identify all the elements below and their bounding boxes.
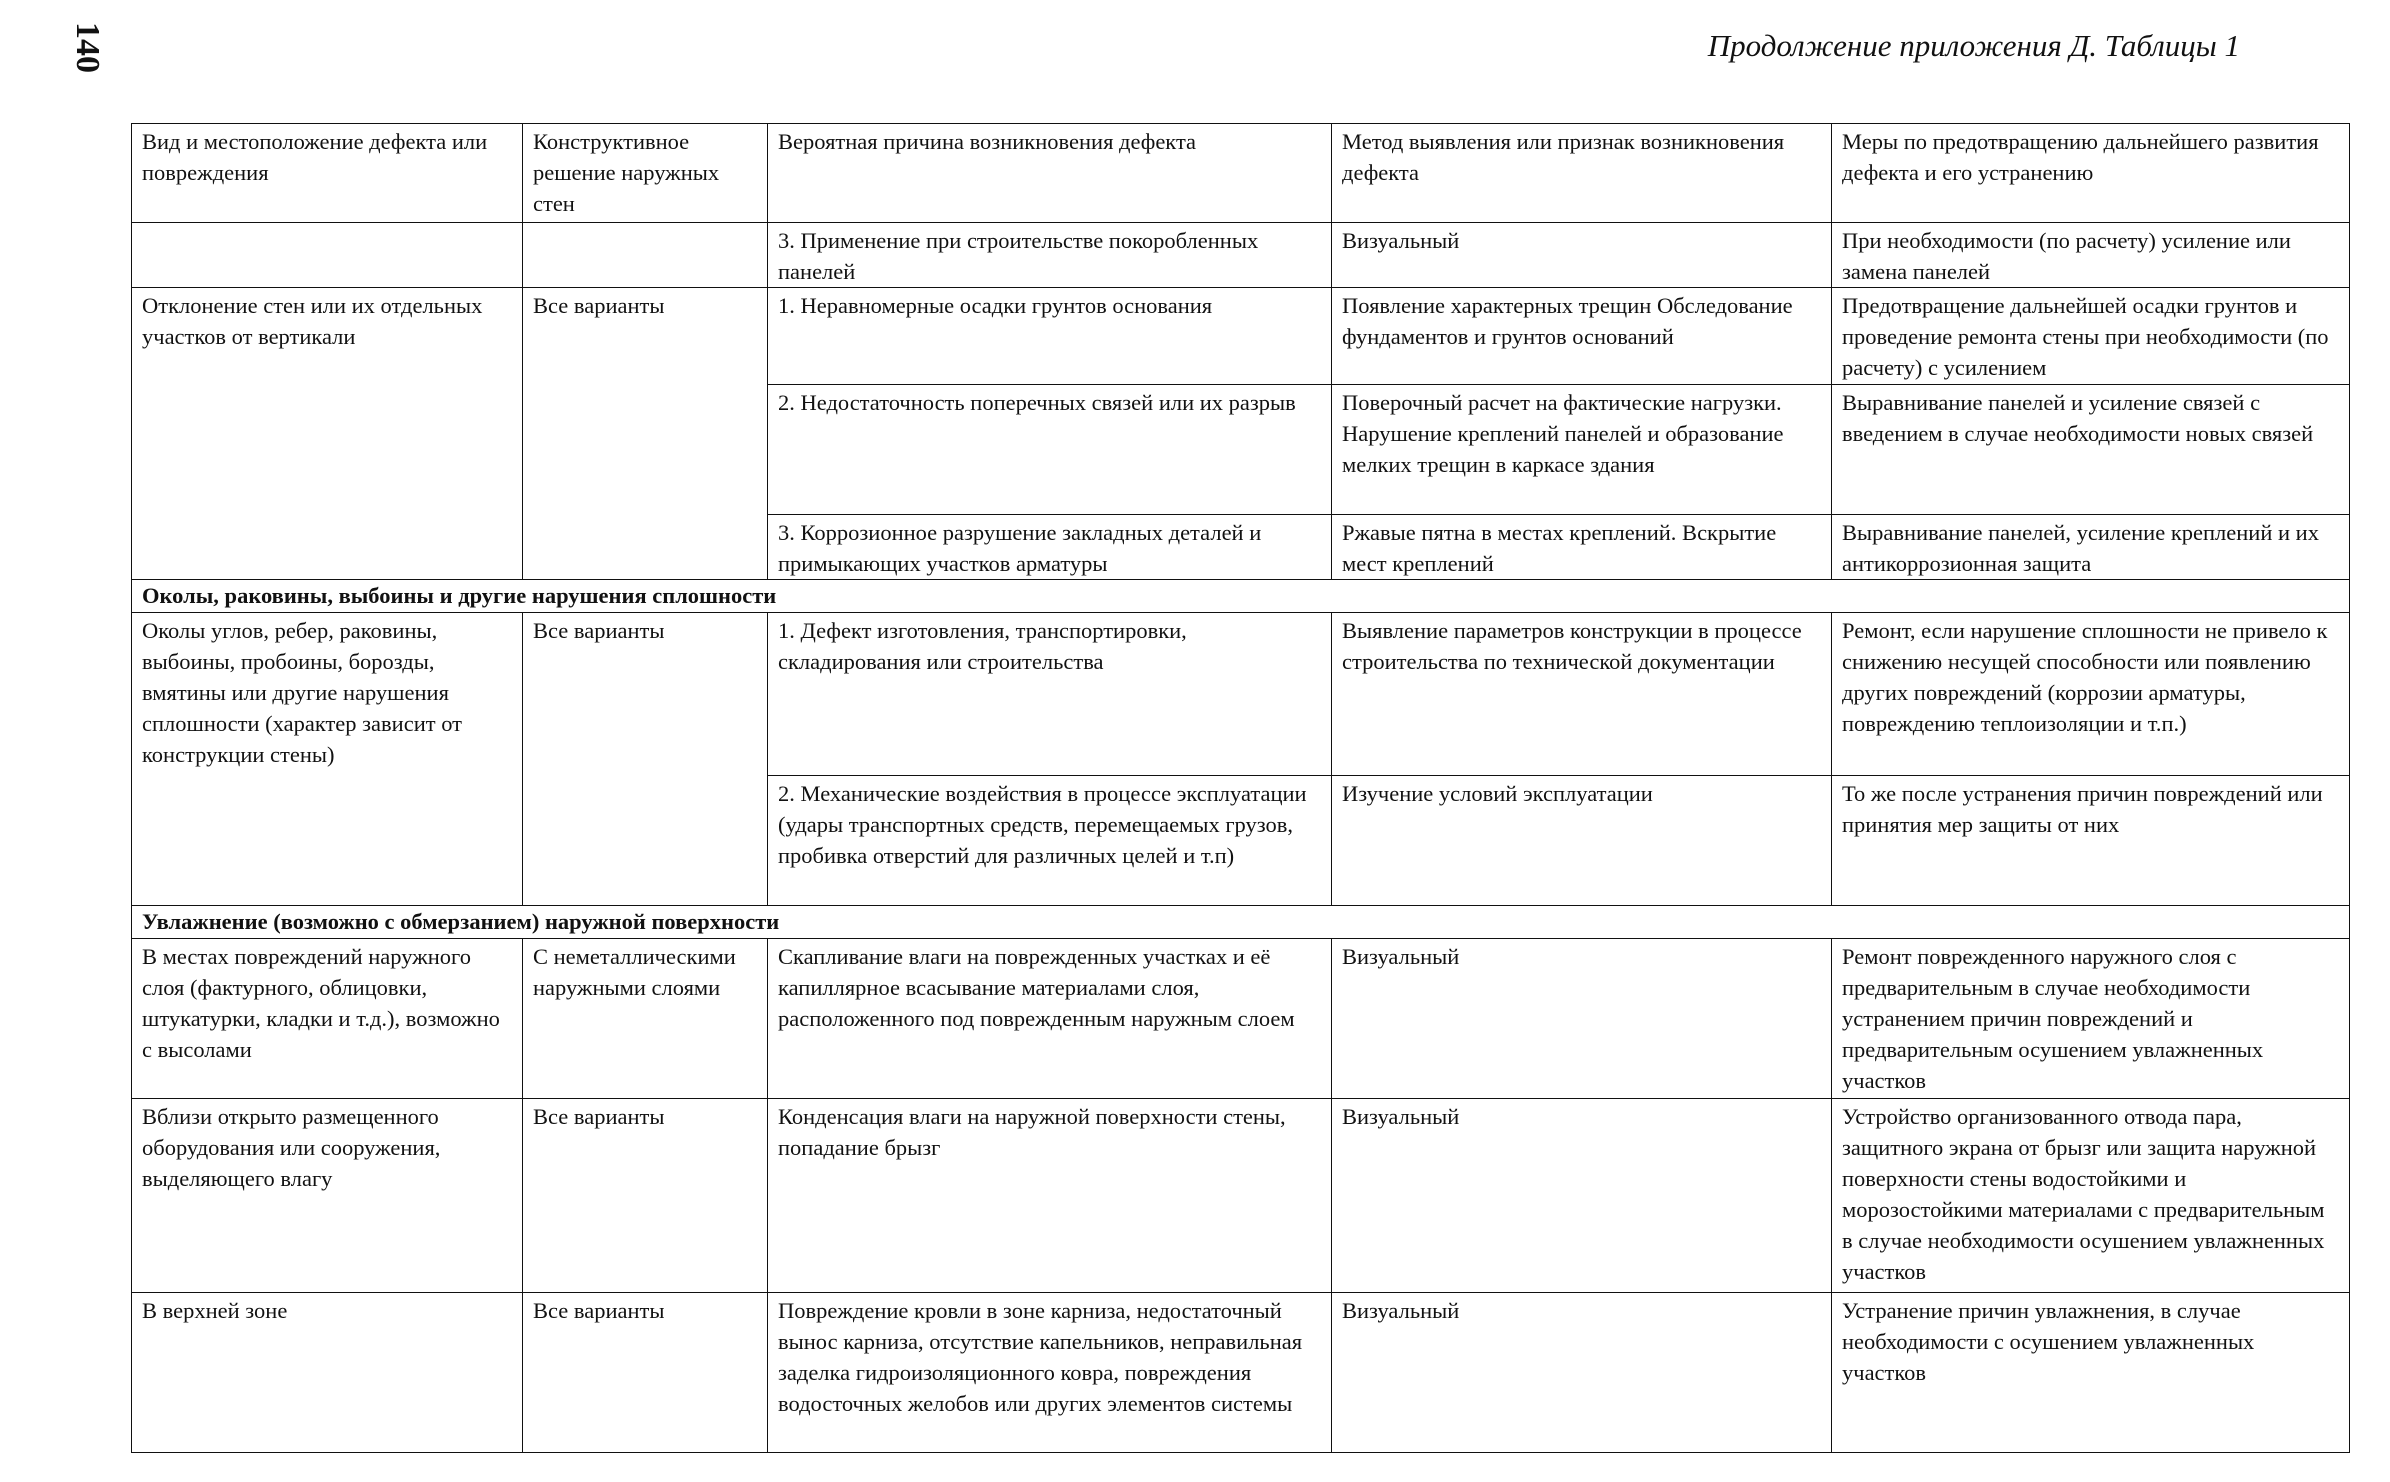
table-cell: Появление характерных трещин Обследование фундаментов и грунтов оснований [1332,288,1832,385]
table-cell: Ржавые пятна в местах креплений. Вскрытие мест креплений [1332,515,1832,580]
table-cell: Визуальный [1332,223,1832,288]
table-cell: Предотвращение дальнейшей осадки грунтов и проведение ремонта стены при необходимости (по расчету) с усилением [1832,288,2350,385]
table-cell: Скапливание влаги на поврежденных участках и её капиллярное всасывание материалами слоя, расположенного под поврежденным наружным слоем [768,939,1332,1099]
table-cell: Все варианты [523,613,768,906]
table-header-row [132,124,2350,223]
table-cell: С неметаллическими наружными слоями [523,939,768,1099]
section-row [132,906,2350,939]
section-heading: Увлажнение (возможно с обмерзанием) наружной поверхности [132,906,2350,939]
table-cell: Устранение причин увлажнения, в случае необходимости с осушением увлажненных участков [1832,1293,2350,1453]
table-row [132,939,2350,1099]
table-cell: При необходимости (по расчету) усиление или замена панелей [1832,223,2350,288]
table-cell: Изучение условий эксплуатации [1332,776,1832,906]
table-row [132,288,2350,385]
table-cell: Все варианты [523,1293,768,1453]
table-cell [523,223,768,288]
table-cell: Все варианты [523,1099,768,1293]
table-cell: Выравнивание панелей, усиление креплений и их антикоррозионная защита [1832,515,2350,580]
header-cell: Метод выявления или признак возникновения дефекта [1332,124,1832,223]
table-cell: 2. Механические воздействия в процессе эксплуатации (удары транспортных средств, перемещаемых грузов, пробивка отверстий для различных целей и т.п) [768,776,1332,906]
table-cell: Ремонт поврежденного наружного слоя с предварительным в случае необходимости устранением причин повреждений и предварительным осушением увлажненных участков [1832,939,2350,1099]
table-cell: Повреждение кровли в зоне карниза, недостаточный вынос карниза, отсутствие капельников, неправильная заделка гидроизоляционного ковра, повреждения водосточных желобов или других элементов системы [768,1293,1332,1453]
table-cell: 2. Недостаточность поперечных связей или их разрыв [768,385,1332,515]
table-cell: Вблизи открыто размещенного оборудования или сооружения, выделяющего влагу [132,1099,523,1293]
table-cell: Отклонение стен или их отдельных участков от вертикали [132,288,523,580]
table-row [132,1099,2350,1293]
table-cell: Устройство организованного отвода пара, защитного экрана от брызг или защита наружной поверхности стены водостойкими и морозостойкими материалами с предварительным в случае необходимости осушением увлажненных участков [1832,1099,2350,1293]
header-cell: Меры по предотвращению дальнейшего развития дефекта и его устранению [1832,124,2350,223]
table-cell: Ремонт, если нарушение сплошности не привело к снижению несущей способности или появлению других повреждений (коррозии арматуры, повреждению теплоизоляции и т.п.) [1832,613,2350,776]
table-cell: В местах повреждений наружного слоя (фактурного, облицовки, штукатурки, кладки и т.д.), возможно с высолами [132,939,523,1099]
table-cell: Выявление параметров конструкции в процессе строительства по технической документации [1332,613,1832,776]
table-row [132,223,2350,288]
section-heading: Околы, раковины, выбоины и другие нарушения сплошности [132,580,2350,613]
table-cell: Конденсация влаги на наружной поверхности стены, попадание брызг [768,1099,1332,1293]
table-cell: Визуальный [1332,1293,1832,1453]
table-row [132,613,2350,776]
table-cell: Околы углов, ребер, раковины, выбоины, пробоины, борозды, вмятины или другие нарушения сплошности (характер зависит от конструкции стены) [132,613,523,906]
table-cell: Поверочный расчет на фактические нагрузки. Нарушение креплений панелей и образование мелких трещин в каркасе здания [1332,385,1832,515]
table-cell: 3. Коррозионное разрушение закладных деталей и примыкающих участков арматуры [768,515,1332,580]
table-cell [132,223,523,288]
table-cell: Выравнивание панелей и усиление связей с введением в случае необходимости новых связей [1832,385,2350,515]
running-head: Продолжение приложения Д. Таблицы 1 [1707,28,2240,63]
table-cell: Все варианты [523,288,768,580]
header-cell: Вид и местоположение дефекта или повреждения [132,124,523,223]
table-cell: 1. Неравномерные осадки грунтов основания [768,288,1332,385]
table-cell: В верхней зоне [132,1293,523,1453]
page-number: 140 [69,22,106,73]
table-cell: То же после устранения причин повреждений или принятия мер защиты от них [1832,776,2350,906]
table-cell: Визуальный [1332,1099,1832,1293]
table-cell: 3. Применение при строительстве покоробленных панелей [768,223,1332,288]
table-row [132,1293,2350,1453]
section-row [132,580,2350,613]
table-cell: 1. Дефект изготовления, транспортировки, складирования или строительства [768,613,1332,776]
header-cell: Вероятная причина возникновения дефекта [768,124,1332,223]
header-cell: Конструктивное решение наружных стен [523,124,768,223]
defects-table [131,123,2350,1453]
table-cell: Визуальный [1332,939,1832,1099]
